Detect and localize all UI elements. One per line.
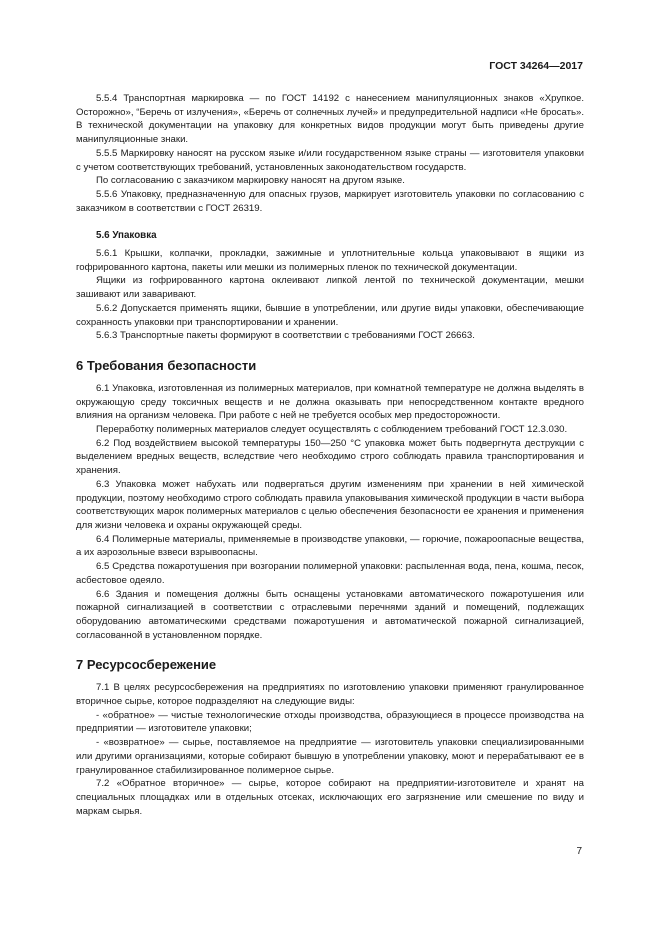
section-5-6-heading: 5.6 Упаковка — [96, 230, 157, 242]
page-number: 7 — [576, 846, 582, 857]
paragraph-7-1: 7.1 В целях ресурсосбережения на предприятиях по изготовлению упаковки применяют гранулированное вторичное сырье, которое подразделяют на следующие виды: — [76, 682, 584, 708]
paragraph-5-6-1-note: Ящики из гофрированного картона оклеивают липкой лентой по технической документации, мешки зашивают или заваривают. — [76, 275, 584, 301]
paragraph-6-4: 6.4 Полимерные материалы, применяемые в производстве упаковки, — горючие, пожароопасные вещества, а их аэрозольные взвеси взрывоопасны. — [76, 533, 584, 559]
section-7-heading: 7 Ресурсосбережение — [76, 657, 217, 673]
paragraph-5-6-2: 5.6.2 Допускается применять ящики, бывшие в употреблении, или другие виды упаковки, обеспечивающие сохранность упаковки при транспортировании и хранении. — [76, 302, 584, 328]
paragraph-6-6: 6.6 Здания и помещения должны быть оснащены установками автоматического пожаротушения или пожарной сигнализацией в соответствии с отраслевыми перечнями зданий и помещений, подлежащих оборудованию автоматическими средствами пожаротушения и автоматической пожарной сигнализацией, согласованной в установленном порядке. — [76, 588, 584, 641]
list-item-obratnoe: - «обратное» — чистые технологические отходы производства, образующиеся в процессе производства на предприятии — изготовителе упаковки; — [76, 709, 584, 735]
paragraph-5-6-1: 5.6.1 Крышки, колпачки, прокладки, зажимные и уплотнительные кольца упаковывают в ящики из гофрированного картона, пакеты или мешки из полимерных пленок по технической документации. — [76, 248, 584, 273]
paragraph-6-2: 6.2 Под воздействием высокой температуры 150—250 °С упаковка может быть подвергнута деструкции с выделением вредных веществ, вследствие чего необходимо строго соблюдать правила транспортирования и хранения. — [76, 437, 584, 477]
paragraph-5-5-5-note: По согласованию с заказчиком маркировку наносят на другом языке. — [96, 175, 405, 187]
paragraph-5-5-5: 5.5.5 Маркировку наносят на русском языке и/или государственном языке страны — изготовителя упаковки с учетом соответствующих требований, установленных законодательством государств. — [76, 147, 584, 173]
paragraph-5-6-3: 5.6.3 Транспортные пакеты формируют в соответствии с требованиями ГОСТ 26663. — [96, 330, 475, 342]
page-body — [76, 92, 584, 818]
paragraph-6-1: 6.1 Упаковка, изготовленная из полимерных материалов, при комнатной температуре не должна выделять в окружающую среду токсичных веществ и не должна оказывать при непосредственном контакте вредного влияния на организм человека. При работе с ней не требуется особых мер предосторожности. — [76, 382, 584, 422]
paragraph-6-3: 6.3 Упаковка может набухать или подвергаться другим изменениям при хранении в ней химической продукции, поэтому необходимо строго соблюдать правила упаковывания химической продукции в части выбора соответствующих марок полимерных материалов с целью обеспечения безопасности ее хранения и применения для жизни человека и охраны окружающей среды. — [76, 478, 584, 531]
paragraph-7-2: 7.2 «Обратное вторичное» — сырье, которое собирают на предприятии-изготовителе и хранят на специальных площадках или в отдельных отсеках, исключающих его загрязнение или смешение по виду и маркам сырья. — [76, 778, 584, 817]
paragraph-6-1-note: Переработку полимерных материалов следует осуществлять с соблюдением требований ГОСТ 12.3.030. — [96, 424, 568, 436]
paragraph-5-5-6: 5.5.6 Упаковку, предназначенную для опасных грузов, маркирует изготовитель упаковки по согласованию с заказчиком в соответствии с ГОСТ 26319. — [76, 188, 584, 214]
paragraph-6-5: 6.5 Средства пожаротушения при возгорании полимерной упаковки: распыленная вода, пена, кошма, песок, асбестовое одеяло. — [76, 561, 584, 586]
section-6-heading: 6 Требования безопасности — [76, 357, 257, 373]
list-item-vozvratnoe: - «возвратное» — сырье, поставляемое на предприятие — изготовитель упаковки специализированными или другими организациями, которые собирают бывшую в употреблении упаковку, моют и перерабатывают ее в гранулированное стабилизированное полимерное сырье. — [76, 737, 584, 776]
paragraph-5-5-4: 5.5.4 Транспортная маркировка — по ГОСТ 14192 с нанесением манипуляционных знаков «Хрупкое. Осторожно», “Беречь от излучения», «Беречь от солнечных лучей» и предупредительной надписи «Не бросать». В технической документации на упаковку для конкретных видов продукции могут быть приведены другие манипуляционные знаки. — [76, 93, 584, 146]
document-id-header: ГОСТ 34264—2017 — [489, 60, 583, 72]
